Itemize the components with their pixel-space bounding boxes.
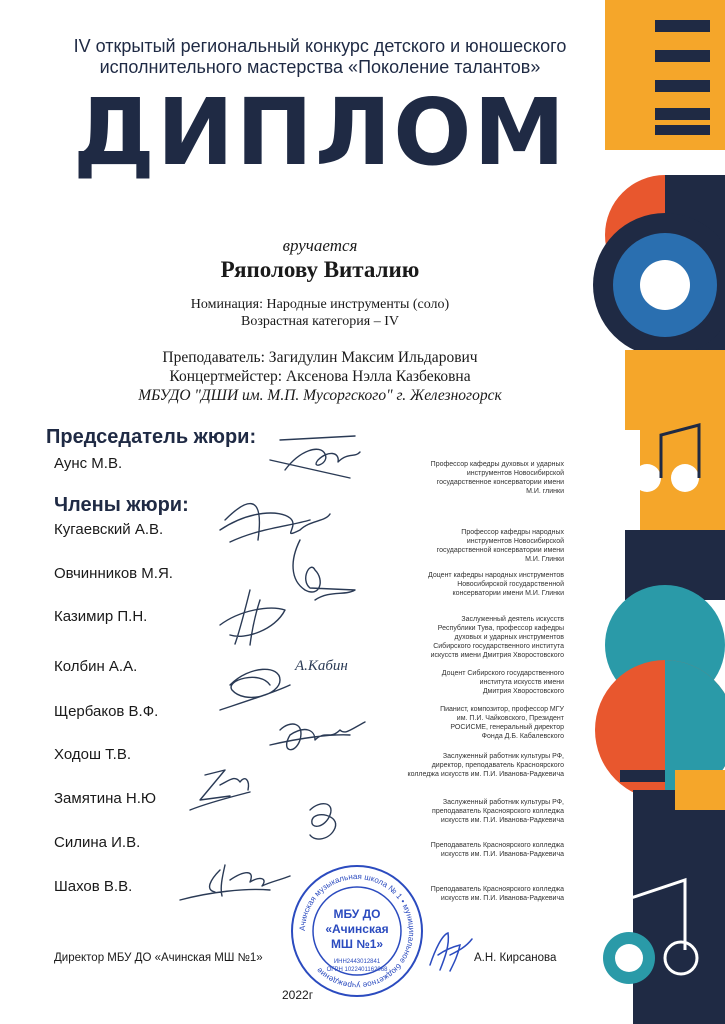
note-line: М.И. Глинки	[525, 556, 564, 563]
nomination-block	[120, 296, 520, 330]
recipient-name: Ряполову Виталию	[220, 257, 420, 282]
stamp-ring-text: Ачинская музыкальная школа № 1 • муниципальное бюджетное учреждение	[297, 871, 417, 991]
stamp-center-line: МШ №1»	[330, 937, 384, 951]
note-line: искусств им. П.И. Иванова-Радкевича	[440, 851, 564, 858]
stamp-center-line: «Ачинская	[325, 922, 389, 936]
note-line: Преподаватель Красноярского колледжа	[430, 842, 564, 849]
nomination: Номинация: Народные инструменты (соло)	[190, 297, 450, 312]
member-signature	[190, 770, 250, 810]
note-line: Доцент Сибирского государственного	[441, 670, 564, 677]
piano-key	[655, 80, 710, 92]
note-line: Республики Тува, профессор кафедры	[437, 625, 564, 632]
decorative-music-band	[585, 0, 725, 1024]
director-label: Директор МБУ ДО «Ачинская МШ №1»	[54, 952, 263, 964]
note-line: Фонда Д.Б. Кабалевского	[481, 733, 564, 740]
piano-key	[655, 108, 710, 120]
note-line: консерватории имени М.И. Глинки	[452, 590, 564, 597]
official-stamp	[288, 862, 426, 1000]
awarded-label: вручается	[282, 236, 358, 255]
note-line: государственной консерватории имени	[436, 547, 564, 554]
member-signature	[220, 590, 285, 645]
note-line: Профессор кафедры духовых и ударных	[430, 461, 564, 468]
note-line: Профессор кафедры народных	[461, 529, 564, 536]
note-line: Доцент кафедры народных инструментов	[428, 572, 564, 579]
member-name: Щербаков В.Ф.	[54, 703, 159, 720]
note-line: Пианист, композитор, профессор МГУ	[440, 706, 564, 713]
note-line: Дмитрия Хворостовского	[482, 688, 564, 695]
note-line: РОСИСМЕ, генеральный директор	[450, 724, 564, 731]
diploma-title: ДИПЛОМ	[72, 79, 568, 186]
member-name: Колбин А.А.	[54, 658, 138, 675]
piano-key	[655, 125, 710, 135]
note-line: Преподаватель Красноярского колледжа	[430, 886, 564, 893]
kolbin-signature-text: А.Кабин	[295, 658, 348, 674]
note-line: М.И. глинки	[526, 488, 564, 495]
year: 2022г	[282, 988, 314, 1002]
note-line: искусств им. П.И. Иванова-Радкевича	[440, 895, 564, 902]
note-line: Заслуженный работник культуры РФ,	[442, 799, 564, 806]
member-signature	[270, 722, 365, 750]
school: МБУДО "ДШИ им. М.П. Мусоргского" г. Железногорск	[138, 387, 502, 404]
accompanist: Концертмейстер: Аксенова Нэлла Казбековна	[169, 368, 471, 385]
director-name: А.Н. Кирсанова	[474, 952, 557, 964]
note-line: духовых и ударных инструментов	[454, 634, 564, 641]
note-line: преподаватель Красноярского колледжа	[432, 808, 564, 815]
note-line: института искусств имени	[479, 679, 564, 686]
contest-line-1: IV открытый региональный конкурс детского и юношеского	[73, 36, 567, 56]
member-name: Замятина Н.Ю	[54, 790, 157, 807]
note-line: искусств им. П.И. Иванова-Радкевича	[440, 817, 564, 824]
member-note	[392, 841, 564, 859]
member-note	[392, 615, 564, 660]
member-signature	[220, 658, 348, 710]
member-name: Ходош Т.В.	[54, 746, 131, 763]
members-heading: Члены жюри:	[54, 494, 189, 516]
member-note	[392, 571, 564, 598]
stamp-center-line: МБУ ДО	[333, 907, 381, 921]
teacher-block	[80, 348, 560, 405]
member-signature	[293, 540, 355, 600]
chair-heading: Председатель жюри:	[46, 426, 257, 448]
age-category: Возрастная категория – IV	[241, 314, 399, 329]
member-signature	[220, 504, 330, 542]
note-head-icon	[633, 464, 661, 492]
note-line: Новосибирской государственной	[457, 581, 564, 588]
chair-note	[392, 460, 564, 496]
contest-title	[40, 36, 600, 78]
note-line: им. П.И. Чайковского, Президент	[456, 715, 564, 722]
member-signature	[310, 804, 336, 839]
note-line: Заслуженный деятель искусств	[461, 616, 564, 623]
note-line: Сибирского государственного института	[433, 643, 564, 650]
member-note	[392, 798, 564, 825]
piano-key	[655, 20, 710, 32]
note-line: государственное консерватории имени	[436, 479, 564, 486]
note-line: директор, преподаватель Красноярского	[431, 762, 564, 769]
note-head-icon	[671, 464, 699, 492]
member-note	[392, 528, 564, 564]
stamp-inn: ИНН2443012841	[333, 959, 381, 965]
member-name: Силина И.В.	[54, 834, 141, 851]
stamp-ogrn: ОГРН 1022401162068	[326, 967, 388, 973]
contest-line-2: исполнительного мастерства «Поколение талантов»	[99, 57, 541, 77]
teacher: Преподаватель: Загидулин Максим Ильдарович	[162, 349, 478, 366]
note-line: Заслуженный работник культуры РФ,	[442, 753, 564, 760]
note-line: колледжа искусств им. П.И. Иванова-Радкевича	[407, 771, 564, 778]
director-signature	[420, 925, 480, 980]
bottom-navy-bar	[633, 790, 725, 1024]
member-name: Кугаевский А.В.	[54, 521, 164, 538]
member-name: Казимир П.Н.	[54, 608, 148, 625]
note-line: инструментов Новосибирской	[466, 538, 564, 545]
note-line: инструментов Новосибирской	[466, 470, 564, 477]
chair-name: Аунс М.В.	[54, 455, 123, 472]
member-name: Шахов В.В.	[54, 878, 133, 895]
member-note	[392, 705, 564, 741]
note-line: искусств имени Дмитрия Хворостовского	[430, 652, 564, 659]
member-note	[392, 669, 564, 696]
member-name: Овчинников М.Я.	[54, 565, 173, 582]
member-signature	[180, 865, 290, 900]
chair-signature	[270, 436, 360, 478]
piano-key	[655, 50, 710, 62]
